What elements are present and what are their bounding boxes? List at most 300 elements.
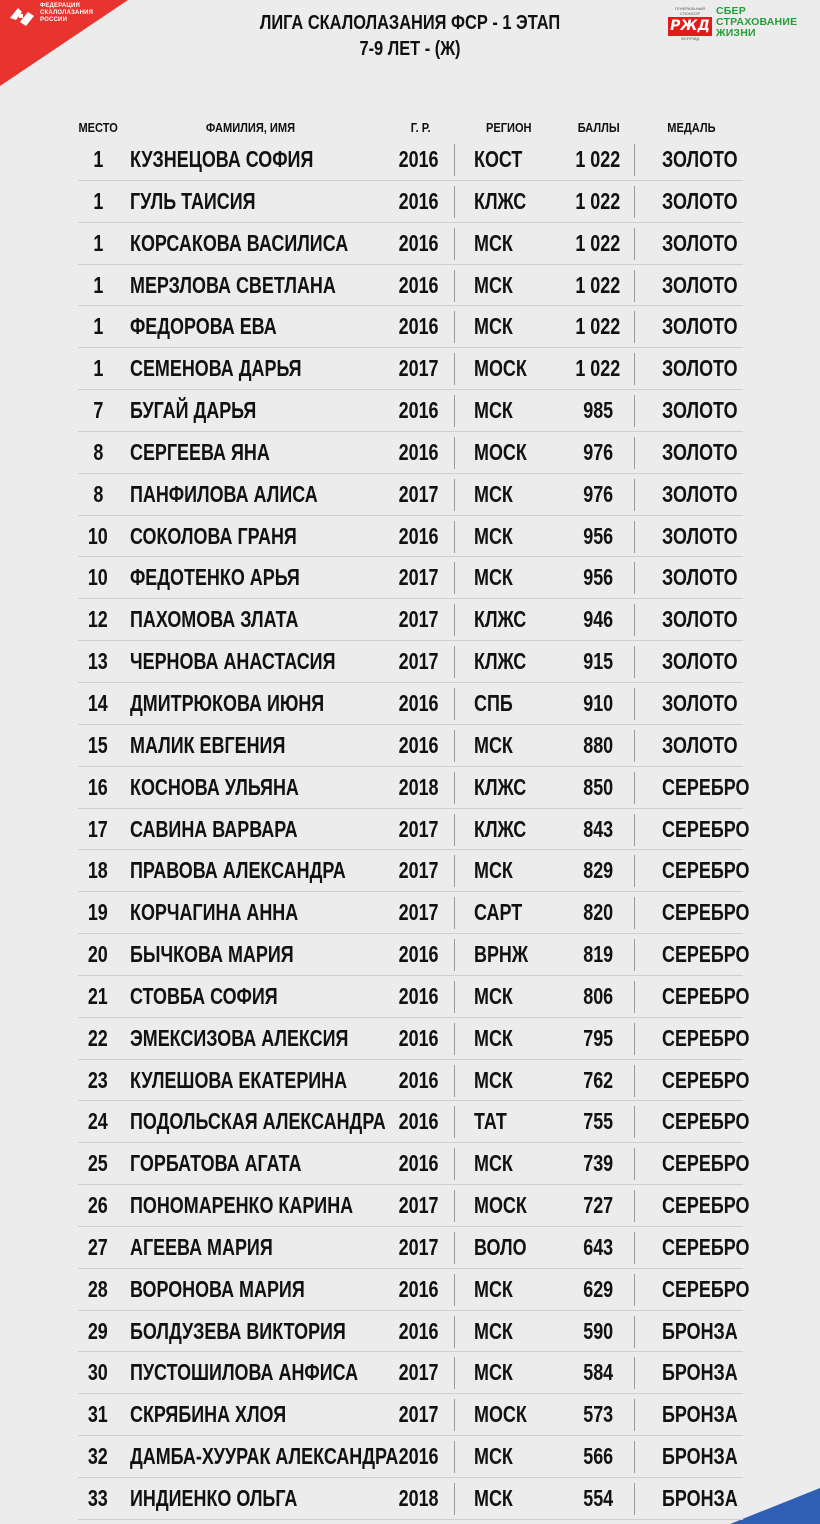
year-cell: 2017 (399, 1233, 439, 1260)
year-cell: 2017 (399, 606, 439, 633)
year-cell: 2017 (399, 648, 439, 675)
region-cell: МСК (474, 313, 513, 340)
score-cell: 910 (583, 689, 613, 716)
column-divider (634, 395, 635, 427)
column-divider (454, 1065, 455, 1097)
table-row (78, 1143, 750, 1185)
year-cell: 2016 (399, 313, 439, 340)
medal-cell: ЗОЛОТО (662, 689, 738, 716)
column-divider (634, 1232, 635, 1264)
rzd-sponsor-caption: ГЕНЕРАЛЬНЫЙ СПОНСОР (674, 6, 706, 16)
name-cell: СЕРГЕЕВА ЯНА (130, 438, 270, 465)
score-cell: 915 (583, 648, 613, 675)
table-row (78, 181, 743, 223)
score-cell: 554 (583, 1485, 613, 1511)
table-row (78, 599, 743, 641)
column-divider (454, 228, 455, 260)
medal-cell: СЕРЕБРО (662, 982, 750, 1009)
table-row (78, 139, 743, 181)
medal-cell: БРОНЗА (662, 1401, 738, 1428)
medal-cell: БРОНЗА (662, 1359, 738, 1386)
column-divider (634, 814, 635, 846)
medal-cell: СЕРЕБРО (662, 1024, 750, 1051)
medal-cell: СЕРЕБРО (662, 941, 750, 968)
column-divider (634, 1148, 635, 1180)
column-divider (634, 1399, 635, 1431)
year-cell: 2016 (399, 1443, 439, 1470)
column-divider (634, 1065, 635, 1097)
place-cell: 16 (88, 773, 108, 800)
region-cell: КЛЖС (474, 815, 527, 842)
rzd-sponsor-logo (668, 6, 712, 42)
year-cell: 2017 (399, 815, 439, 842)
medal-cell: ЗОЛОТО (662, 146, 738, 172)
score-cell: 850 (583, 773, 613, 800)
region-cell: КЛЖС (474, 606, 527, 633)
table-row (78, 1436, 743, 1478)
place-cell: 32 (88, 1443, 108, 1470)
column-divider (634, 562, 635, 594)
table-row (78, 1352, 743, 1394)
region-cell: ВРНЖ (474, 941, 529, 968)
column-divider (454, 1106, 455, 1138)
score-cell: 762 (583, 1066, 613, 1093)
medal-cell: СЕРЕБРО (662, 1150, 750, 1177)
year-cell: 2016 (399, 1317, 439, 1344)
medal-cell: ЗОЛОТО (662, 229, 738, 256)
place-cell: 17 (88, 815, 108, 842)
region-cell: МСК (474, 397, 513, 424)
place-cell: 1 (93, 229, 103, 256)
region-cell: МСК (474, 564, 513, 591)
fcr-logo-icon (8, 4, 36, 28)
column-divider (454, 479, 455, 511)
score-cell: 727 (583, 1192, 613, 1219)
place-cell: 12 (88, 606, 108, 633)
column-divider (634, 479, 635, 511)
region-cell: СПБ (474, 689, 513, 716)
place-cell: 22 (88, 1024, 108, 1051)
region-cell: МСК (474, 1485, 513, 1511)
region-cell: МОСК (474, 438, 527, 465)
medal-cell: БРОНЗА (662, 1485, 738, 1511)
column-divider (454, 772, 455, 804)
table-row (78, 348, 743, 390)
region-cell: МСК (474, 1443, 513, 1470)
results-table (78, 139, 750, 1520)
year-cell: 2017 (399, 1359, 439, 1386)
page-title (74, 10, 746, 62)
column-divider (634, 730, 635, 762)
column-divider (634, 1357, 635, 1389)
column-divider (634, 521, 635, 553)
year-cell: 2016 (399, 1024, 439, 1051)
column-divider (634, 688, 635, 720)
medal-cell: СЕРЕБРО (662, 1275, 750, 1302)
place-cell: 28 (88, 1275, 108, 1302)
score-cell: 843 (583, 815, 613, 842)
region-cell: МОСК (474, 1192, 527, 1219)
place-cell: 1 (93, 271, 103, 298)
medal-cell: СЕРЕБРО (662, 857, 750, 884)
column-divider (454, 1483, 455, 1515)
medal-cell: ЗОЛОТО (662, 648, 738, 675)
place-cell: 15 (88, 731, 108, 758)
name-cell: ВОРОНОВА МАРИЯ (130, 1275, 305, 1302)
year-cell: 2016 (399, 689, 439, 716)
score-cell: 1 022 (575, 229, 621, 256)
table-row (78, 1060, 750, 1102)
name-cell: ДАМБА-ХУУРАК АЛЕКСАНДРА (130, 1443, 399, 1470)
score-cell: 584 (583, 1359, 613, 1386)
place-cell: 13 (88, 648, 108, 675)
table-row (78, 1478, 743, 1520)
year-cell: 2016 (399, 522, 439, 549)
column-divider (454, 1316, 455, 1348)
fcr-logo-text: ФЕДЕРАЦИЯ СКАЛОЛАЗАНИЯ РОССИИ (40, 3, 94, 23)
place-cell: 23 (88, 1066, 108, 1093)
region-cell: САРТ (474, 899, 523, 926)
place-cell: 26 (88, 1192, 108, 1219)
column-divider (634, 144, 635, 176)
column-divider (454, 939, 455, 971)
name-cell: ГУЛЬ ТАИСИЯ (130, 187, 256, 214)
medal-cell: СЕРЕБРО (662, 899, 750, 926)
score-cell: 820 (583, 899, 613, 926)
region-cell: КОСТ (474, 146, 523, 172)
place-cell: 27 (88, 1233, 108, 1260)
column-divider (454, 1190, 455, 1222)
table-row (78, 1394, 743, 1436)
year-cell: 2016 (399, 438, 439, 465)
table-row (78, 1018, 750, 1060)
column-header-region: РЕГИОН (486, 120, 532, 135)
region-cell: МСК (474, 271, 513, 298)
score-cell: 829 (583, 857, 613, 884)
region-cell: МСК (474, 480, 513, 507)
name-cell: САВИНА ВАРВАРА (130, 815, 298, 842)
column-divider (454, 186, 455, 218)
region-cell: КЛЖС (474, 648, 527, 675)
medal-cell: ЗОЛОТО (662, 355, 738, 382)
place-cell: 1 (93, 313, 103, 340)
place-cell: 19 (88, 899, 108, 926)
place-cell: 1 (93, 146, 103, 172)
year-cell: 2016 (399, 941, 439, 968)
table-row (78, 265, 743, 307)
year-cell: 2016 (399, 187, 439, 214)
name-cell: ГОРБАТОВА АГАТА (130, 1150, 302, 1177)
column-divider (454, 1357, 455, 1389)
score-cell: 985 (583, 397, 613, 424)
region-cell: ТАТ (474, 1108, 507, 1135)
name-cell: СЕМЕНОВА ДАРЬЯ (130, 355, 302, 382)
table-row (78, 1269, 750, 1311)
year-cell: 2018 (399, 1485, 439, 1511)
column-divider (634, 1106, 635, 1138)
name-cell: ПАНФИЛОВА АЛИСА (130, 480, 318, 507)
column-divider (634, 228, 635, 260)
name-cell: КОРЧАГИНА АННА (130, 899, 299, 926)
place-cell: 30 (88, 1359, 108, 1386)
score-cell: 976 (583, 480, 613, 507)
table-row (78, 1185, 750, 1227)
score-cell: 629 (583, 1275, 613, 1302)
name-cell: ПУСТОШИЛОВА АНФИСА (130, 1359, 359, 1386)
region-cell: МСК (474, 1317, 513, 1344)
year-cell: 2018 (399, 773, 439, 800)
region-cell: ВОЛО (474, 1233, 527, 1260)
column-divider (454, 1023, 455, 1055)
column-header-year: Г. Р. (411, 120, 431, 135)
region-cell: МОСК (474, 1401, 527, 1428)
table-row (78, 809, 750, 851)
medal-cell: СЕРЕБРО (662, 1192, 750, 1219)
medal-cell: ЗОЛОТО (662, 313, 738, 340)
name-cell: КУЗНЕЦОВА СОФИЯ (130, 146, 314, 172)
name-cell: БУГАЙ ДАРЬЯ (130, 397, 257, 424)
region-cell: МСК (474, 731, 513, 758)
score-cell: 806 (583, 982, 613, 1009)
table-row (78, 557, 743, 599)
column-divider (454, 897, 455, 929)
medal-cell: СЕРЕБРО (662, 815, 750, 842)
medal-cell: ЗОЛОТО (662, 397, 738, 424)
sber-line-2: СТРАХОВАНИЕ (716, 16, 798, 28)
medal-cell: БРОНЗА (662, 1317, 738, 1344)
column-divider (454, 688, 455, 720)
score-cell: 566 (583, 1443, 613, 1470)
column-header-score: БАЛЛЫ (578, 120, 620, 135)
medal-cell: ЗОЛОТО (662, 438, 738, 465)
medal-cell: ЗОЛОТО (662, 731, 738, 758)
column-divider (454, 855, 455, 887)
column-divider (454, 730, 455, 762)
table-row (78, 432, 743, 474)
name-cell: СКРЯБИНА ХЛОЯ (130, 1401, 287, 1428)
name-cell: СОКОЛОВА ГРАНЯ (130, 522, 297, 549)
score-cell: 755 (583, 1108, 613, 1135)
place-cell: 8 (93, 480, 103, 507)
column-divider (634, 311, 635, 343)
year-cell: 2017 (399, 355, 439, 382)
place-cell: 10 (88, 564, 108, 591)
region-cell: МСК (474, 1275, 513, 1302)
score-cell: 573 (583, 1401, 613, 1428)
place-cell: 8 (93, 438, 103, 465)
column-divider (454, 270, 455, 302)
year-cell: 2016 (399, 146, 439, 172)
year-cell: 2017 (399, 899, 439, 926)
place-cell: 33 (88, 1485, 108, 1511)
year-cell: 2016 (399, 1275, 439, 1302)
column-divider (454, 1441, 455, 1473)
column-divider (634, 1441, 635, 1473)
place-cell: 18 (88, 857, 108, 884)
column-divider (634, 353, 635, 385)
name-cell: КУЛЕШОВА ЕКАТЕРИНА (130, 1066, 348, 1093)
column-divider (634, 604, 635, 636)
table-row (78, 1101, 750, 1143)
score-cell: 956 (583, 522, 613, 549)
column-divider (454, 353, 455, 385)
name-cell: АГЕЕВА МАРИЯ (130, 1233, 273, 1260)
year-cell: 2017 (399, 480, 439, 507)
score-cell: 946 (583, 606, 613, 633)
medal-cell: СЕРЕБРО (662, 773, 750, 800)
sber-line-3: ЖИЗНИ (716, 27, 756, 39)
table-row (78, 767, 750, 809)
medal-cell: ЗОЛОТО (662, 606, 738, 633)
table-row (78, 516, 743, 558)
name-cell: МАЛИК ЕВГЕНИЯ (130, 731, 286, 758)
medal-cell: ЗОЛОТО (662, 187, 738, 214)
column-header-place: МЕСТО (78, 120, 118, 135)
place-cell: 1 (93, 355, 103, 382)
name-cell: ЧЕРНОВА АНАСТАСИЯ (130, 648, 336, 675)
column-divider (634, 646, 635, 678)
region-cell: МСК (474, 1024, 513, 1051)
column-divider (634, 1190, 635, 1222)
column-divider (454, 1232, 455, 1264)
name-cell: МЕРЗЛОВА СВЕТЛАНА (130, 271, 336, 298)
year-cell: 2017 (399, 1401, 439, 1428)
year-cell: 2016 (399, 1150, 439, 1177)
medal-cell: ЗОЛОТО (662, 564, 738, 591)
column-divider (634, 270, 635, 302)
column-divider (634, 1316, 635, 1348)
column-divider (454, 1148, 455, 1180)
year-cell: 2016 (399, 731, 439, 758)
table-row (78, 976, 750, 1018)
region-cell: МОСК (474, 355, 527, 382)
table-row (78, 934, 750, 976)
table-row (78, 390, 743, 432)
score-cell: 795 (583, 1024, 613, 1051)
rzd-logo-icon: РЖД (668, 17, 712, 36)
table-row (78, 683, 743, 725)
column-divider (454, 814, 455, 846)
column-divider (454, 437, 455, 469)
name-cell: КОСНОВА УЛЬЯНА (130, 773, 299, 800)
column-divider (454, 144, 455, 176)
table-row (78, 1311, 743, 1353)
column-divider (634, 1483, 635, 1515)
sber-sponsor-logo (716, 6, 797, 39)
year-cell: 2016 (399, 271, 439, 298)
medal-cell: ЗОЛОТО (662, 522, 738, 549)
table-row (78, 641, 743, 683)
column-divider (634, 772, 635, 804)
name-cell: ПРАВОВА АЛЕКСАНДРА (130, 857, 346, 884)
title-line-2: 7-9 ЛЕТ - (Ж) (359, 38, 461, 60)
year-cell: 2016 (399, 1108, 439, 1135)
name-cell: ЭМЕКСИЗОВА АЛЕКСИЯ (130, 1024, 349, 1051)
sber-line-1: СБЕР (716, 5, 746, 17)
table-row (78, 474, 743, 516)
region-cell: МСК (474, 229, 513, 256)
column-divider (454, 1399, 455, 1431)
name-cell: ПОДОЛЬСКАЯ АЛЕКСАНДРА (130, 1108, 386, 1135)
table-row (78, 850, 750, 892)
column-divider (454, 562, 455, 594)
year-cell: 2016 (399, 397, 439, 424)
score-cell: 1 022 (575, 146, 621, 172)
region-cell: МСК (474, 1150, 513, 1177)
score-cell: 590 (583, 1317, 613, 1344)
year-cell: 2017 (399, 1192, 439, 1219)
year-cell: 2016 (399, 982, 439, 1009)
name-cell: КОРСАКОВА ВАСИЛИСА (130, 229, 349, 256)
column-divider (634, 1023, 635, 1055)
name-cell: ФЕДОТЕНКО АРЬЯ (130, 564, 300, 591)
column-divider (454, 646, 455, 678)
name-cell: ПОНОМАРЕНКО КАРИНА (130, 1192, 354, 1219)
rzd-sub-caption: ФСР.РЖД (681, 36, 699, 41)
region-cell: МСК (474, 857, 513, 884)
score-cell: 956 (583, 564, 613, 591)
table-row (78, 1227, 750, 1269)
place-cell: 21 (88, 982, 108, 1009)
column-divider (634, 186, 635, 218)
year-cell: 2017 (399, 857, 439, 884)
region-cell: МСК (474, 982, 513, 1009)
column-divider (454, 311, 455, 343)
name-cell: ИНДИЕНКО ОЛЬГА (130, 1485, 298, 1511)
column-divider (454, 1274, 455, 1306)
column-divider (454, 521, 455, 553)
place-cell: 31 (88, 1401, 108, 1428)
column-divider (634, 855, 635, 887)
name-cell: ДМИТРЮКОВА ИЮНЯ (130, 689, 325, 716)
column-divider (634, 437, 635, 469)
year-cell: 2016 (399, 1066, 439, 1093)
title-line-1: ЛИГА СКАЛОЛАЗАНИЯ ФСР - 1 ЭТАП (259, 12, 561, 34)
place-cell: 7 (93, 397, 103, 424)
column-header-name: ФАМИЛИЯ, ИМЯ (205, 120, 295, 135)
year-cell: 2016 (399, 229, 439, 256)
column-divider (634, 939, 635, 971)
score-cell: 1 022 (575, 313, 621, 340)
column-divider (634, 897, 635, 929)
score-cell: 1 022 (575, 187, 621, 214)
place-cell: 25 (88, 1150, 108, 1177)
name-cell: БОЛДУЗЕВА ВИКТОРИЯ (130, 1317, 346, 1344)
medal-cell: СЕРЕБРО (662, 1066, 750, 1093)
place-cell: 10 (88, 522, 108, 549)
place-cell: 20 (88, 941, 108, 968)
medal-cell: БРОНЗА (662, 1443, 738, 1470)
name-cell: ФЕДОРОВА ЕВА (130, 313, 277, 340)
score-cell: 739 (583, 1150, 613, 1177)
place-cell: 24 (88, 1108, 108, 1135)
region-cell: КЛЖС (474, 187, 527, 214)
score-cell: 643 (583, 1233, 613, 1260)
column-divider (634, 981, 635, 1013)
column-divider (454, 981, 455, 1013)
score-cell: 1 022 (575, 271, 621, 298)
medal-cell: СЕРЕБРО (662, 1108, 750, 1135)
place-cell: 1 (93, 187, 103, 214)
column-header-medal: МЕДАЛЬ (666, 120, 716, 135)
table-row (78, 892, 750, 934)
column-divider (454, 395, 455, 427)
medal-cell: СЕРЕБРО (662, 1233, 750, 1260)
score-cell: 880 (583, 731, 613, 758)
region-cell: МСК (474, 1359, 513, 1386)
year-cell: 2017 (399, 564, 439, 591)
region-cell: МСК (474, 522, 513, 549)
